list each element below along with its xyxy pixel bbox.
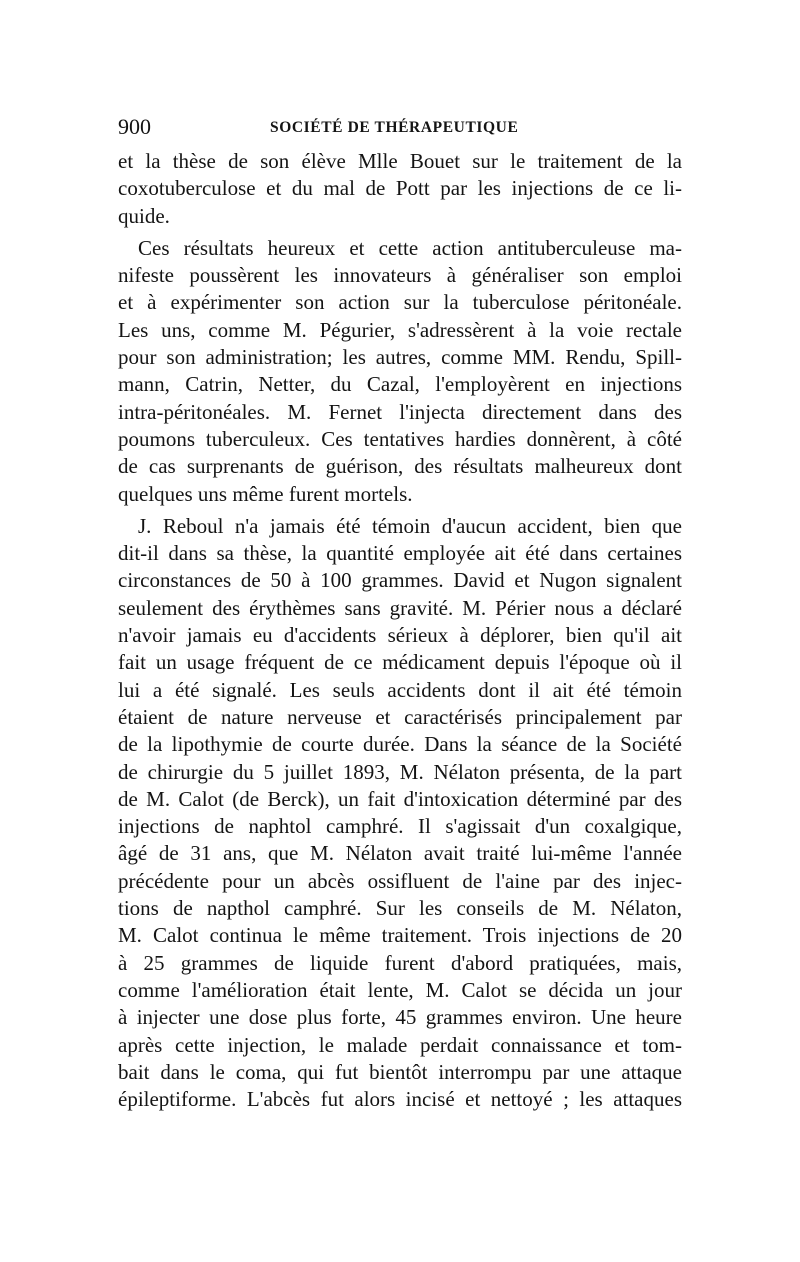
page-number: 900 [118,114,151,139]
text-line: fait un usage fréquent de ce médicament depuis l'époque où il [118,650,682,675]
paragraph [118,235,682,508]
text-line: de cas surprenants de guérison, des résultats malheureux dont [118,454,682,479]
text-line: Les uns, comme M. Pégurier, s'adressèrent à la voie rectale [118,317,682,342]
text-line: après cette injection, le malade perdait connaissance et tom- [118,1032,682,1057]
text-line: coxotuberculose et du mal de Pott par les injections de ce li- [118,176,682,201]
text-line: de M. Calot (de Berck), un fait d'intoxication déterminé par des [118,786,682,811]
running-head [118,112,682,142]
text-line: bait dans le coma, qui fut bientôt interrompu par une attaque [118,1059,682,1084]
text-line: épileptiforme. L'abcès fut alors incisé et nettoyé ; les attaques [118,1087,682,1112]
text-line: quelques uns même furent mortels. [118,481,413,506]
text-line: M. Calot continua le même traitement. Trois injections de 20 [118,923,682,948]
body-text [118,148,682,1113]
text-line: dit-il dans sa thèse, la quantité employée ait été dans certaines [118,541,682,566]
text-line: pour son administration; les autres, comme MM. Rendu, Spill- [118,345,682,370]
text-line: nifeste poussèrent les innovateurs à généraliser son emploi [118,263,682,288]
text-line: âgé de 31 ans, que M. Nélaton avait traité lui-même l'année [118,841,682,866]
text-line: intra-péritonéales. M. Fernet l'injecta directement dans des [118,399,682,424]
text-line: à injecter une dose plus forte, 45 grammes environ. Une heure [118,1005,682,1030]
text-line: à 25 grammes de liquide furent d'abord pratiquées, mais, [118,950,682,975]
text-line: injections de naphtol camphré. Il s'agissait d'un coxalgique, [118,814,682,839]
text-line: n'avoir jamais eu d'accidents sérieux à déplorer, bien qu'il ait [118,623,682,648]
paragraph [118,513,682,1114]
running-head-title: SOCIÉTÉ DE THÉRAPEUTIQUE [270,119,519,136]
text-line: précédente pour un abcès ossifluent de l'aine par des injec- [118,868,682,893]
text-line: tions de napthol camphré. Sur les conseils de M. Nélaton, [118,896,682,921]
text-line: circonstances de 50 à 100 grammes. David et Nugon signalent [118,568,682,593]
text-line: de chirurgie du 5 juillet 1893, M. Nélaton présenta, de la part [118,759,682,784]
text-line: et la thèse de son élève Mlle Bouet sur le traitement de la [118,149,682,173]
paragraph [118,148,682,230]
text-line: étaient de nature nerveuse et caractérisés principalement par [118,704,682,729]
text-line: Ces résultats heureux et cette action antituberculeuse ma- [138,235,682,260]
text-line: J. Reboul n'a jamais été témoin d'aucun accident, bien que [138,513,682,538]
text-line: comme l'amélioration était lente, M. Calot se décida un jour [118,977,682,1002]
text-line: de la lipothymie de courte durée. Dans la séance de la Société [118,732,682,757]
text-line: lui a été signalé. Les seuls accidents dont il ait été témoin [118,677,682,702]
text-line: mann, Catrin, Netter, du Cazal, l'employèrent en injections [118,372,682,397]
text-line: quide. [118,203,170,228]
text-line: seulement des érythèmes sans gravité. M. Périer nous a déclaré [118,595,682,620]
text-line: et à expérimenter son action sur la tuberculose péritonéale. [118,290,682,315]
text-line: poumons tuberculeux. Ces tentatives hardies donnèrent, à côté [118,426,682,451]
